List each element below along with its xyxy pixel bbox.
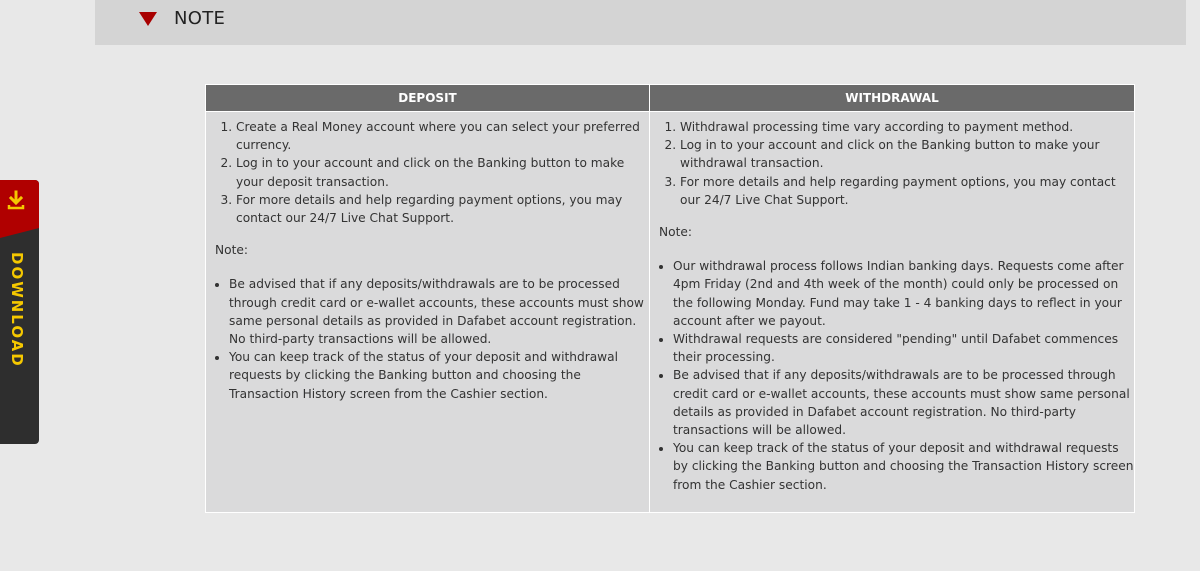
caret-down-icon[interactable] <box>139 12 157 26</box>
deposit-note-label: Note: <box>215 243 248 258</box>
download-tab[interactable] <box>0 180 39 444</box>
list-item: • Be advised that if any deposits/withdrawals are to be processed through credit card or e-wallet accounts, these accounts must show same personal details as provided in Dafabet account registration. No third-party transactions will be allowed. <box>229 275 649 348</box>
list-item: • Withdrawal requests are considered "pending" until Dafabet commences their processing. <box>673 330 1134 366</box>
deposit-steps <box>206 118 649 227</box>
withdrawal-column <box>650 85 1134 512</box>
deposit-header: DEPOSIT <box>206 85 649 112</box>
note-header-bar[interactable] <box>95 0 1186 45</box>
list-item: 2. Log in to your account and click on the Banking button to make your withdrawal transaction. <box>680 136 1134 172</box>
list-item: 1. Create a Real Money account where you can select your preferred currency. <box>236 118 649 154</box>
note-title[interactable]: NOTE <box>174 8 226 29</box>
list-item: 1. Withdrawal processing time vary according to payment method. <box>680 118 1134 136</box>
list-item: 3. For more details and help regarding payment options, you may contact our 24/7 Live Chat Support. <box>236 191 649 227</box>
download-label: DOWNLOAD <box>8 252 26 368</box>
list-item: 2. Log in to your account and click on the Banking button to make your deposit transaction. <box>236 154 649 190</box>
payment-info-table <box>205 84 1135 513</box>
list-item: • Our withdrawal process follows Indian banking days. Requests come after 4pm Friday (2nd and 4th week of the month) could only be processed on the following Monday. Fund may take 1 - 4 banking days to reflect in your account after we payout. <box>673 257 1134 330</box>
list-item: • You can keep track of the status of your deposit and withdrawal requests by clicking the Banking button and choosing the Transaction History screen from the Cashier section. <box>673 439 1134 494</box>
list-item: • Be advised that if any deposits/withdrawals are to be processed through credit card or e-wallet accounts, these accounts must show same personal details as provided in Dafabet account registration. No third-party transactions will be allowed. <box>673 366 1134 439</box>
withdrawal-header: WITHDRAWAL <box>650 85 1134 112</box>
withdrawal-notes <box>650 257 1134 494</box>
deposit-notes <box>206 275 649 402</box>
download-icon <box>6 190 26 210</box>
list-item: 3. For more details and help regarding payment options, you may contact our 24/7 Live Chat Support. <box>680 173 1134 209</box>
deposit-column <box>206 85 650 512</box>
withdrawal-body <box>650 118 1134 494</box>
withdrawal-note-label: Note: <box>659 225 692 240</box>
deposit-body <box>206 118 649 403</box>
list-item: • You can keep track of the status of your deposit and withdrawal requests by clicking the Banking button and choosing the Transaction History screen from the Cashier section. <box>229 348 649 403</box>
withdrawal-steps <box>650 118 1134 209</box>
